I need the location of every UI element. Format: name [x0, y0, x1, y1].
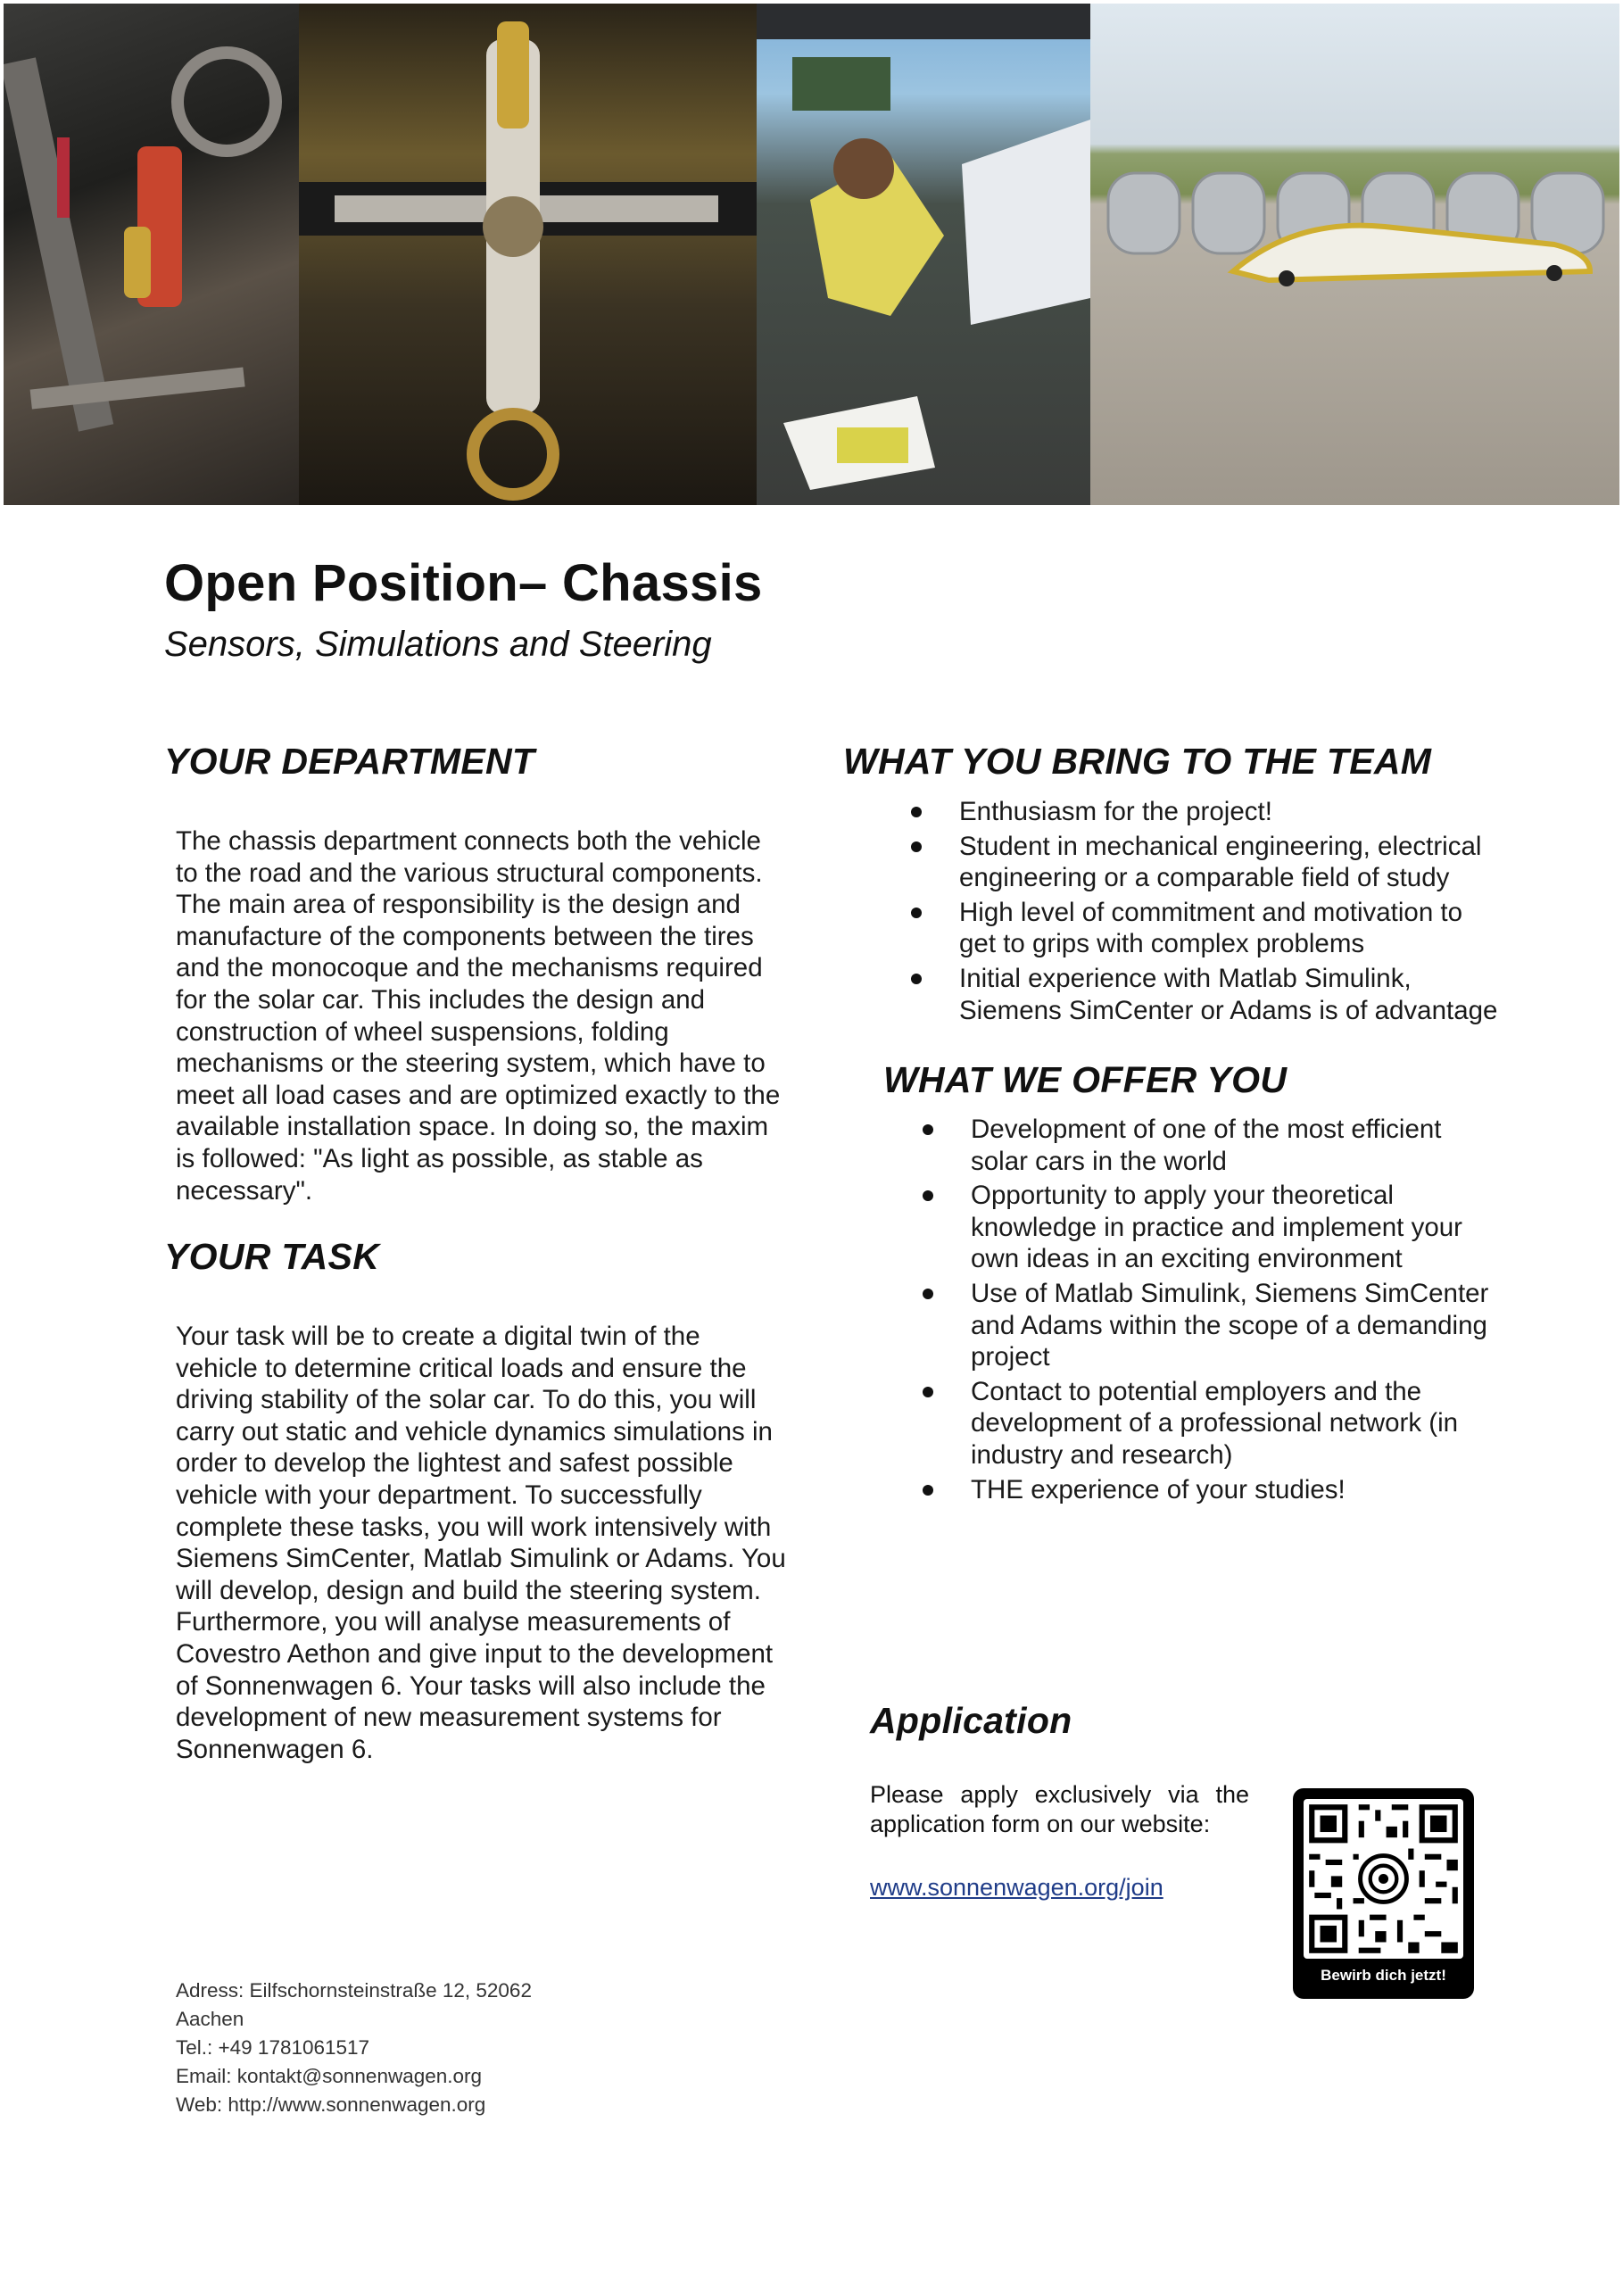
- footer-line: Email: kontakt@sonnenwagen.org: [176, 2065, 483, 2087]
- task-heading: YOUR TASK: [164, 1236, 380, 1277]
- photo-steering: [299, 4, 757, 505]
- list-item-line: Development of one of the most efficient: [971, 1115, 1442, 1144]
- list-item: [971, 1278, 1586, 1373]
- list-item-line: and Adams within the scope of a demanding: [971, 1310, 1487, 1340]
- department-text: [176, 825, 818, 1206]
- footer-line: Web: http://www.sonnenwagen.org: [176, 2093, 486, 2116]
- list-item: [971, 1474, 1586, 1506]
- department-heading: YOUR DEPARTMENT: [164, 741, 535, 782]
- windtunnel-illustration: [1090, 4, 1619, 505]
- photo-team: [757, 4, 1090, 505]
- list-item-line: THE experience of your studies!: [971, 1474, 1346, 1504]
- list-item: [959, 831, 1584, 894]
- list-item-line: Opportunity to apply your theoretical: [971, 1181, 1394, 1211]
- qr-code-icon: [1304, 1799, 1463, 1959]
- department-text-line: The main area of responsibility is the design and: [176, 890, 741, 920]
- list-item-line: High level of commitment and motivation to: [959, 897, 1463, 927]
- bullet-icon: [911, 807, 922, 817]
- department-text-line: construction of wheel suspensions, folding: [176, 1016, 669, 1047]
- list-item-line: Student in mechanical engineering, electrical: [959, 831, 1482, 861]
- department-text-line: mechanisms or the steering system, which have to: [176, 1049, 766, 1079]
- photo-suspension: [4, 4, 299, 505]
- application-heading: Application: [870, 1700, 1072, 1741]
- task-text: [176, 1321, 818, 1765]
- page-subtitle: Sensors, Simulations and Steering: [164, 625, 712, 664]
- page-title: Open Position– Chassis: [164, 554, 763, 612]
- list-item-line: project: [971, 1342, 1050, 1372]
- department-text-line: to the road and the various structural components.: [176, 858, 763, 888]
- bullet-icon: [911, 974, 922, 984]
- qr-caption: Bewirb dich jetzt!: [1321, 1967, 1446, 1984]
- bullet-icon: [923, 1387, 933, 1397]
- task-text-line: complete these tasks, you will work intensively with: [176, 1512, 772, 1542]
- list-item: [971, 1114, 1586, 1177]
- offer-heading: WHAT WE OFFER YOU: [883, 1059, 1288, 1100]
- task-text-line: Sonnenwagen 6.: [176, 1734, 374, 1764]
- list-item: [971, 1376, 1586, 1471]
- department-text-line: The chassis department connects both the vehicle: [176, 826, 761, 856]
- task-text-line: Furthermore, you will analyse measurements of: [176, 1607, 731, 1637]
- department-text-line: and the monocoque and the mechanisms required: [176, 953, 763, 983]
- bullet-icon: [923, 1289, 933, 1299]
- qr-code-card[interactable]: [1293, 1788, 1474, 1999]
- steering-illustration: [299, 4, 757, 505]
- task-text-line: Covestro Aethon and give input to the development: [176, 1638, 774, 1669]
- bullet-icon: [911, 841, 922, 852]
- task-text-line: Your task will be to create a digital twin of the: [176, 1322, 700, 1351]
- list-item: [971, 1180, 1586, 1275]
- bring-heading: WHAT YOU BRING TO THE TEAM: [843, 741, 1432, 782]
- bullet-icon: [923, 1190, 933, 1201]
- list-item-line: engineering or a comparable field of study: [959, 863, 1450, 893]
- application-text: Please apply exclusively via the application form on our website:: [870, 1781, 1249, 1837]
- list-item-line: get to grips with complex problems: [959, 929, 1365, 959]
- bullet-icon: [911, 908, 922, 918]
- task-text-line: driving stability of the solar car. To do this, you will: [176, 1385, 757, 1415]
- department-text-line: is followed: "As light as possible, as stable as: [176, 1143, 703, 1173]
- department-text-line: for the solar car. This includes the design and: [176, 984, 706, 1015]
- list-item-line: Enthusiasm for the project!: [959, 797, 1272, 826]
- task-text-line: development of new measurement systems for: [176, 1703, 722, 1733]
- bullet-icon: [923, 1124, 933, 1135]
- list-item-line: development of a professional network (in: [971, 1408, 1459, 1438]
- department-text-line: available installation space. In doing so, the maxim: [176, 1112, 769, 1142]
- footer-line: Tel.: +49 1781061517: [176, 2036, 370, 2059]
- footer-line: Aachen: [176, 2008, 244, 2030]
- team-illustration: [757, 4, 1090, 505]
- bullet-icon: [923, 1485, 933, 1496]
- join-link[interactable]: www.sonnenwagen.org/join: [870, 1874, 1163, 1901]
- suspension-illustration: [4, 4, 299, 505]
- task-text-line: will develop, design and build the steering system.: [176, 1575, 761, 1605]
- list-item: [959, 963, 1584, 1026]
- bring-list: [959, 796, 1584, 1029]
- list-item: [959, 796, 1584, 828]
- list-item: [959, 897, 1584, 960]
- task-text-line: Siemens SimCenter, Matlab Simulink or Adams. You: [176, 1544, 786, 1574]
- department-text-line: meet all load cases and are optimized exactly to the: [176, 1080, 781, 1110]
- list-item-line: Siemens SimCenter or Adams is of advantage: [959, 995, 1498, 1025]
- list-item-line: knowledge in practice and implement your: [971, 1212, 1462, 1242]
- task-text-line: carry out static and vehicle dynamics simulations in: [176, 1416, 773, 1446]
- task-text-line: of Sonnenwagen 6. Your tasks will also include the: [176, 1670, 766, 1701]
- department-text-line: manufacture of the components between the tires: [176, 921, 754, 951]
- task-text-line: vehicle to determine critical loads and ensure the: [176, 1353, 747, 1383]
- list-item-line: solar cars in the world: [971, 1146, 1227, 1176]
- contact-footer: [176, 1977, 532, 2119]
- list-item-line: industry and research): [971, 1439, 1233, 1470]
- list-item-line: Initial experience with Matlab Simulink,: [959, 963, 1412, 993]
- photo-strip: [4, 4, 1619, 505]
- offer-list: [971, 1114, 1586, 1508]
- department-text-line: necessary".: [176, 1175, 313, 1206]
- photo-windtunnel: [1090, 4, 1619, 505]
- list-item-line: Use of Matlab Simulink, Siemens SimCenter: [971, 1278, 1489, 1308]
- qr-code: [1304, 1799, 1463, 1959]
- task-text-line: vehicle with your department. To successfully: [176, 1480, 702, 1510]
- task-text-line: order to develop the lightest and safest possible: [176, 1448, 733, 1479]
- footer-line: Adress: Eilfschornsteinstraße 12, 52062: [176, 1979, 532, 2002]
- list-item-line: Contact to potential employers and the: [971, 1376, 1422, 1406]
- list-item-line: own ideas in an exciting environment: [971, 1244, 1403, 1274]
